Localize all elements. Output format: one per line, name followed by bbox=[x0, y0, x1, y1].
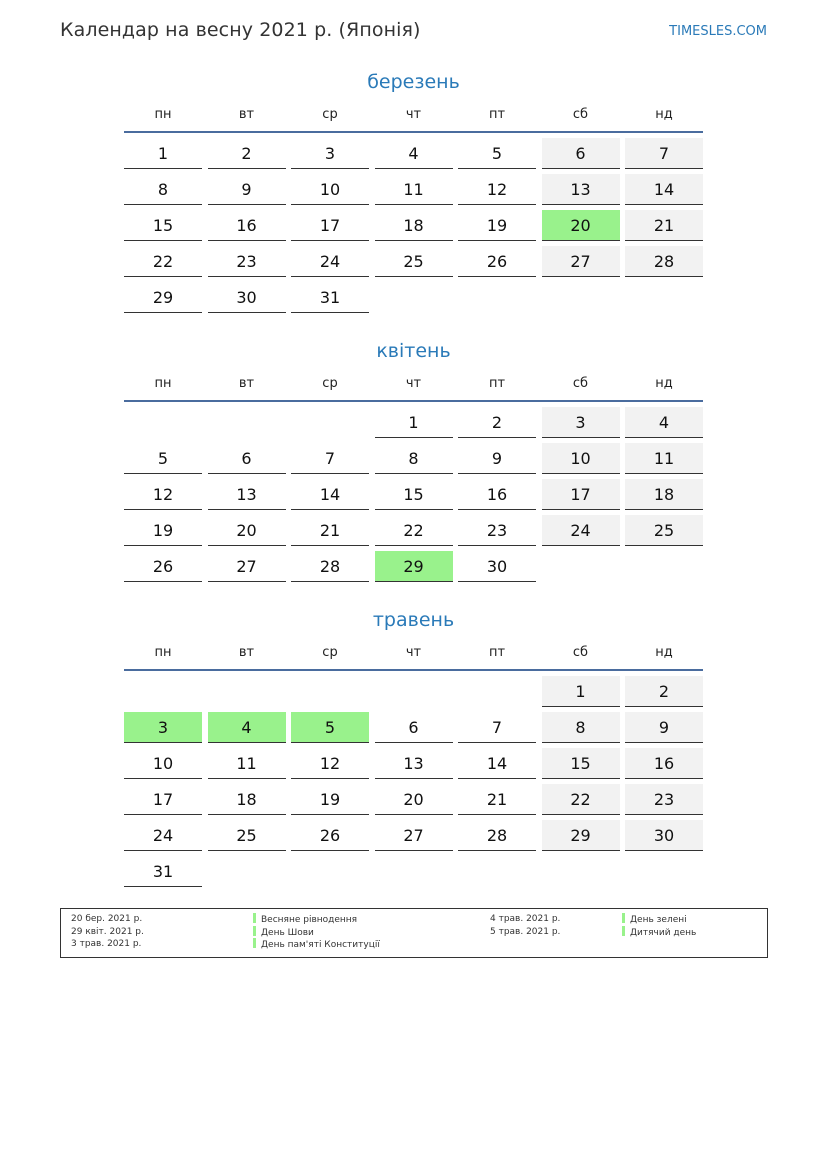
day-cell[interactable]: 6 bbox=[375, 712, 453, 743]
day-cell[interactable]: 14 bbox=[291, 479, 369, 510]
weekend-day-cell[interactable]: 30 bbox=[625, 820, 703, 851]
day-cell[interactable]: 17 bbox=[124, 784, 202, 815]
weekday-label: нд bbox=[655, 376, 673, 391]
day-cell[interactable]: 30 bbox=[208, 282, 286, 313]
holiday-color-marker bbox=[622, 913, 625, 923]
empty-day-cell bbox=[542, 551, 620, 581]
holiday-legend bbox=[60, 908, 768, 958]
day-cell[interactable]: 17 bbox=[291, 210, 369, 241]
weekday-label: нд bbox=[655, 645, 673, 660]
week-row bbox=[124, 479, 703, 510]
empty-day-cell bbox=[291, 856, 369, 886]
weekday-label: ср bbox=[322, 376, 338, 391]
weekday-header bbox=[124, 642, 703, 664]
legend-date: 5 трав. 2021 р. bbox=[490, 927, 561, 937]
day-cell[interactable]: 30 bbox=[458, 551, 536, 582]
weekend-day-cell[interactable]: 8 bbox=[542, 712, 620, 743]
weekday-label: чт bbox=[405, 107, 422, 122]
weekday-label: пн bbox=[154, 376, 172, 391]
weekend-day-cell[interactable]: 11 bbox=[625, 443, 703, 474]
holiday-color-marker bbox=[253, 926, 256, 936]
week-row bbox=[124, 515, 703, 546]
day-cell[interactable]: 21 bbox=[458, 784, 536, 815]
month-grid bbox=[124, 407, 703, 582]
month-divider bbox=[124, 669, 703, 671]
holiday-day-cell[interactable]: 29 bbox=[375, 551, 453, 582]
weekend-day-cell[interactable]: 10 bbox=[542, 443, 620, 474]
day-cell[interactable]: 25 bbox=[208, 820, 286, 851]
day-cell[interactable]: 11 bbox=[375, 174, 453, 205]
day-cell[interactable]: 31 bbox=[124, 856, 202, 887]
day-cell[interactable]: 9 bbox=[208, 174, 286, 205]
legend-holiday-name: День пам'яті Конституції bbox=[261, 940, 380, 950]
weekend-day-cell[interactable]: 6 bbox=[542, 138, 620, 169]
empty-day-cell bbox=[208, 856, 286, 886]
month-grid bbox=[124, 676, 703, 887]
day-cell[interactable]: 16 bbox=[208, 210, 286, 241]
weekday-label: сб bbox=[572, 107, 589, 122]
day-cell[interactable]: 14 bbox=[458, 748, 536, 779]
weekday-label: ср bbox=[322, 645, 338, 660]
weekday-label: нд bbox=[655, 107, 673, 122]
weekend-day-cell[interactable]: 28 bbox=[625, 246, 703, 277]
day-cell[interactable]: 11 bbox=[208, 748, 286, 779]
weekend-day-cell[interactable]: 29 bbox=[542, 820, 620, 851]
week-row bbox=[124, 820, 703, 851]
week-row bbox=[124, 210, 703, 241]
week-row bbox=[124, 138, 703, 169]
day-cell[interactable]: 19 bbox=[458, 210, 536, 241]
week-row bbox=[124, 246, 703, 277]
weekday-label: пт bbox=[488, 107, 506, 122]
day-cell[interactable]: 7 bbox=[291, 443, 369, 474]
weekday-label: пт bbox=[488, 376, 506, 391]
day-cell[interactable]: 18 bbox=[375, 210, 453, 241]
weekend-day-cell[interactable]: 27 bbox=[542, 246, 620, 277]
weekend-day-cell[interactable]: 24 bbox=[542, 515, 620, 546]
week-row bbox=[124, 676, 703, 707]
day-cell[interactable]: 15 bbox=[375, 479, 453, 510]
day-cell[interactable]: 8 bbox=[375, 443, 453, 474]
day-cell[interactable]: 10 bbox=[124, 748, 202, 779]
holiday-day-cell[interactable]: 4 bbox=[208, 712, 286, 743]
empty-day-cell bbox=[291, 676, 369, 706]
legend-holiday bbox=[253, 938, 380, 951]
day-cell[interactable]: 22 bbox=[375, 515, 453, 546]
weekday-label: пт bbox=[488, 645, 506, 660]
day-cell[interactable]: 12 bbox=[458, 174, 536, 205]
day-cell[interactable]: 24 bbox=[291, 246, 369, 277]
legend-holiday-name: Дитячий день bbox=[630, 928, 697, 938]
empty-day-cell bbox=[458, 856, 536, 886]
day-cell[interactable]: 21 bbox=[291, 515, 369, 546]
day-cell[interactable]: 16 bbox=[458, 479, 536, 510]
day-cell[interactable]: 19 bbox=[291, 784, 369, 815]
day-cell[interactable]: 4 bbox=[375, 138, 453, 169]
day-cell[interactable]: 23 bbox=[458, 515, 536, 546]
weekend-day-cell[interactable]: 13 bbox=[542, 174, 620, 205]
month-title: квітень bbox=[376, 340, 451, 362]
month-divider bbox=[124, 400, 703, 402]
day-cell[interactable]: 15 bbox=[124, 210, 202, 241]
weekend-day-cell[interactable]: 9 bbox=[625, 712, 703, 743]
week-row bbox=[124, 407, 703, 438]
week-row bbox=[124, 551, 703, 582]
month-may bbox=[124, 606, 703, 892]
day-cell[interactable]: 26 bbox=[124, 551, 202, 582]
weekday-header bbox=[124, 373, 703, 395]
day-cell[interactable]: 27 bbox=[208, 551, 286, 582]
holiday-color-marker bbox=[253, 913, 256, 923]
weekday-label: вт bbox=[238, 645, 255, 660]
weekday-label: пн bbox=[154, 107, 172, 122]
day-cell[interactable]: 28 bbox=[291, 551, 369, 582]
weekend-day-cell[interactable]: 16 bbox=[625, 748, 703, 779]
week-row bbox=[124, 856, 703, 887]
day-cell[interactable]: 12 bbox=[291, 748, 369, 779]
legend-date: 20 бер. 2021 р. bbox=[71, 914, 143, 924]
empty-day-cell bbox=[625, 856, 703, 886]
legend-date: 3 трав. 2021 р. bbox=[71, 939, 142, 949]
empty-day-cell bbox=[375, 676, 453, 706]
day-cell[interactable]: 31 bbox=[291, 282, 369, 313]
day-cell[interactable]: 13 bbox=[375, 748, 453, 779]
weekend-day-cell[interactable]: 7 bbox=[625, 138, 703, 169]
day-cell[interactable]: 28 bbox=[458, 820, 536, 851]
empty-day-cell bbox=[375, 856, 453, 886]
empty-day-cell bbox=[291, 407, 369, 437]
weekday-label: чт bbox=[405, 376, 422, 391]
site-link[interactable]: TIMESLES.COM bbox=[669, 24, 767, 39]
day-cell[interactable]: 20 bbox=[375, 784, 453, 815]
weekend-day-cell[interactable]: 18 bbox=[625, 479, 703, 510]
weekend-day-cell[interactable]: 4 bbox=[625, 407, 703, 438]
weekday-header bbox=[124, 104, 703, 126]
legend-holiday-name: Весняне рівнодення bbox=[261, 915, 358, 925]
holiday-color-marker bbox=[622, 926, 625, 936]
weekend-day-cell[interactable]: 2 bbox=[625, 676, 703, 707]
empty-day-cell bbox=[375, 282, 453, 312]
week-row bbox=[124, 443, 703, 474]
legend-holiday-name: День зелені bbox=[630, 915, 687, 925]
week-row bbox=[124, 174, 703, 205]
week-row bbox=[124, 282, 703, 313]
day-cell[interactable]: 26 bbox=[291, 820, 369, 851]
page-title: Календар на весну 2021 р. (Японія) bbox=[60, 19, 421, 41]
day-cell[interactable]: 24 bbox=[124, 820, 202, 851]
empty-day-cell bbox=[542, 856, 620, 886]
legend-holiday bbox=[253, 913, 357, 926]
month-grid bbox=[124, 138, 703, 313]
day-cell[interactable]: 5 bbox=[124, 443, 202, 474]
weekend-day-cell[interactable]: 3 bbox=[542, 407, 620, 438]
weekday-label: чт bbox=[405, 645, 422, 660]
weekend-day-cell[interactable]: 17 bbox=[542, 479, 620, 510]
day-cell[interactable]: 26 bbox=[458, 246, 536, 277]
weekend-day-cell[interactable]: 23 bbox=[625, 784, 703, 815]
day-cell[interactable]: 2 bbox=[458, 407, 536, 438]
day-cell[interactable]: 2 bbox=[208, 138, 286, 169]
holiday-color-marker bbox=[253, 938, 256, 948]
empty-day-cell bbox=[625, 551, 703, 581]
day-cell[interactable]: 6 bbox=[208, 443, 286, 474]
weekday-label: сб bbox=[572, 376, 589, 391]
day-cell[interactable]: 27 bbox=[375, 820, 453, 851]
day-cell[interactable]: 1 bbox=[375, 407, 453, 438]
weekday-label: сб bbox=[572, 645, 589, 660]
weekday-label: пн bbox=[154, 645, 172, 660]
day-cell[interactable]: 8 bbox=[124, 174, 202, 205]
day-cell[interactable]: 29 bbox=[124, 282, 202, 313]
day-cell[interactable]: 9 bbox=[458, 443, 536, 474]
legend-date: 29 квіт. 2021 р. bbox=[71, 927, 144, 937]
week-row bbox=[124, 712, 703, 743]
weekend-day-cell[interactable]: 25 bbox=[625, 515, 703, 546]
day-cell[interactable]: 19 bbox=[124, 515, 202, 546]
empty-day-cell bbox=[542, 282, 620, 312]
day-cell[interactable]: 13 bbox=[208, 479, 286, 510]
day-cell[interactable]: 1 bbox=[124, 138, 202, 169]
empty-day-cell bbox=[458, 282, 536, 312]
weekday-label: вт bbox=[238, 107, 255, 122]
legend-date: 4 трав. 2021 р. bbox=[490, 914, 561, 924]
weekday-label: ср bbox=[322, 107, 338, 122]
empty-day-cell bbox=[124, 676, 202, 706]
day-cell[interactable]: 23 bbox=[208, 246, 286, 277]
month-april bbox=[124, 337, 703, 587]
holiday-day-cell[interactable]: 20 bbox=[542, 210, 620, 241]
legend-holiday bbox=[622, 926, 696, 939]
week-row bbox=[124, 748, 703, 779]
day-cell[interactable]: 5 bbox=[458, 138, 536, 169]
day-cell[interactable]: 10 bbox=[291, 174, 369, 205]
day-cell[interactable]: 18 bbox=[208, 784, 286, 815]
empty-day-cell bbox=[124, 407, 202, 437]
legend-holiday bbox=[622, 913, 687, 926]
day-cell[interactable]: 20 bbox=[208, 515, 286, 546]
week-row bbox=[124, 784, 703, 815]
day-cell[interactable]: 25 bbox=[375, 246, 453, 277]
weekend-day-cell[interactable]: 22 bbox=[542, 784, 620, 815]
empty-day-cell bbox=[208, 676, 286, 706]
month-divider bbox=[124, 131, 703, 133]
day-cell[interactable]: 12 bbox=[124, 479, 202, 510]
empty-day-cell bbox=[625, 282, 703, 312]
weekend-day-cell[interactable]: 1 bbox=[542, 676, 620, 707]
legend-holiday-name: День Шови bbox=[261, 928, 314, 938]
day-cell[interactable]: 7 bbox=[458, 712, 536, 743]
holiday-day-cell[interactable]: 3 bbox=[124, 712, 202, 743]
month-title: травень bbox=[372, 609, 455, 631]
weekend-day-cell[interactable]: 14 bbox=[625, 174, 703, 205]
day-cell[interactable]: 3 bbox=[291, 138, 369, 169]
month-title: березень bbox=[367, 71, 460, 93]
weekday-label: вт bbox=[238, 376, 255, 391]
day-cell[interactable]: 22 bbox=[124, 246, 202, 277]
weekend-day-cell[interactable]: 15 bbox=[542, 748, 620, 779]
empty-day-cell bbox=[458, 676, 536, 706]
weekend-day-cell[interactable]: 21 bbox=[625, 210, 703, 241]
empty-day-cell bbox=[208, 407, 286, 437]
holiday-day-cell[interactable]: 5 bbox=[291, 712, 369, 743]
month-march bbox=[124, 68, 703, 318]
